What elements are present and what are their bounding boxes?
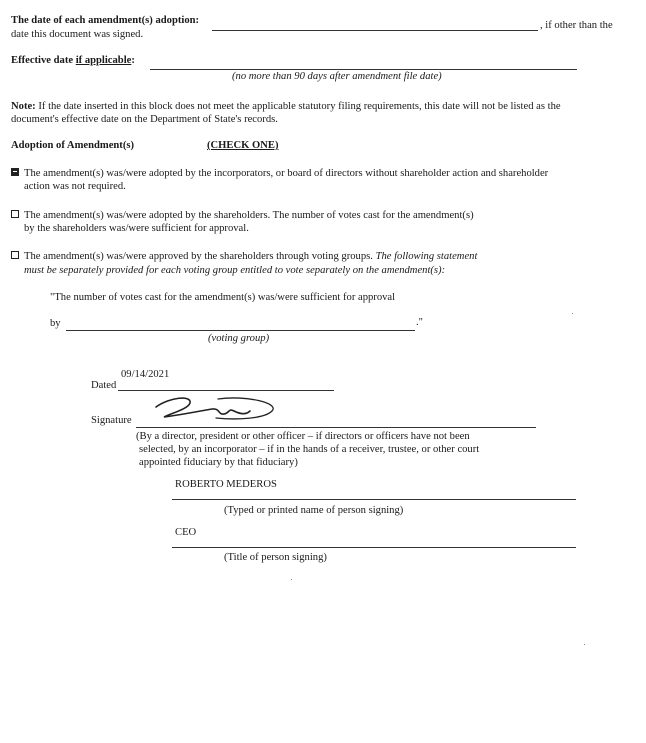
option-voting-groups-text-2: must be separately provided for each voting group entitled to vote separately on the amendment(s): bbox=[24, 265, 446, 276]
check-one-label: (CHECK ONE) bbox=[207, 140, 279, 151]
amendment-date-continuation: date this document was signed. bbox=[11, 29, 144, 40]
option-board-text-2: action was not required. bbox=[24, 181, 126, 192]
option-voting-groups-checkbox[interactable] bbox=[11, 251, 19, 259]
adoption-heading: Adoption of Amendment(s) bbox=[11, 140, 135, 151]
effective-date-hint: (no more than 90 days after amendment file date) bbox=[232, 71, 442, 82]
typed-name-field[interactable] bbox=[172, 499, 576, 500]
signature-instructions-1: (By a director, president or other officer – if directors or officers have not been bbox=[136, 431, 470, 442]
option-board-text-1: The amendment(s) was/were adopted by the incorporators, or board of directors without shareholder action and shareholder bbox=[24, 168, 549, 179]
note-line-2: document's effective date on the Department of State's records. bbox=[11, 114, 278, 125]
dated-field[interactable] bbox=[118, 390, 334, 391]
note-line-1: Note: If the date inserted in this block does not meet the applicable statutory filing requirements, this date will not be listed as the bbox=[11, 101, 561, 112]
option-shareholders-text-2: by the shareholders was/were sufficient for approval. bbox=[24, 223, 249, 234]
signature-instructions-3: appointed fiduciary by that fiduciary) bbox=[139, 457, 298, 468]
amendment-date-suffix: , if other than the bbox=[540, 20, 613, 31]
voting-group-field[interactable] bbox=[66, 330, 415, 331]
by-label: by bbox=[50, 318, 61, 329]
handwritten-signature bbox=[150, 393, 280, 425]
dated-label: Dated bbox=[91, 380, 117, 391]
by-close-quote: ." bbox=[416, 317, 423, 328]
title-field[interactable] bbox=[172, 547, 576, 548]
scan-speck bbox=[584, 644, 585, 645]
typed-name-value[interactable]: ROBERTO MEDEROS bbox=[175, 479, 277, 490]
signature-label: Signature bbox=[91, 415, 132, 426]
voting-group-hint: (voting group) bbox=[208, 333, 270, 344]
signature-instructions-2: selected, by an incorporator – if in the hands of a receiver, trustee, or other court bbox=[139, 444, 480, 455]
amendment-date-label: The date of each amendment(s) adoption: bbox=[11, 15, 200, 26]
option-shareholders-text-1: The amendment(s) was/were adopted by the shareholders. The number of votes cast for the amendment(s) bbox=[24, 210, 474, 221]
option-shareholders-checkbox[interactable] bbox=[11, 210, 19, 218]
amendment-date-field[interactable] bbox=[212, 30, 538, 31]
effective-date-label: Effective date if applicable: bbox=[11, 55, 135, 66]
option-voting-groups-text-1: The amendment(s) was/were approved by the shareholders through voting groups. The following statement bbox=[24, 251, 478, 262]
option-board-checkbox[interactable] bbox=[11, 168, 19, 176]
signature-field[interactable] bbox=[136, 427, 536, 428]
title-value[interactable]: CEO bbox=[175, 527, 197, 538]
votes-statement: "The number of votes cast for the amendment(s) was/were sufficient for approval bbox=[50, 292, 396, 303]
dated-value[interactable]: 09/14/2021 bbox=[121, 369, 170, 380]
scan-speck bbox=[572, 313, 573, 314]
title-hint: (Title of person signing) bbox=[224, 552, 327, 563]
typed-name-hint: (Typed or printed name of person signing) bbox=[224, 505, 404, 516]
scan-speck bbox=[291, 579, 292, 580]
